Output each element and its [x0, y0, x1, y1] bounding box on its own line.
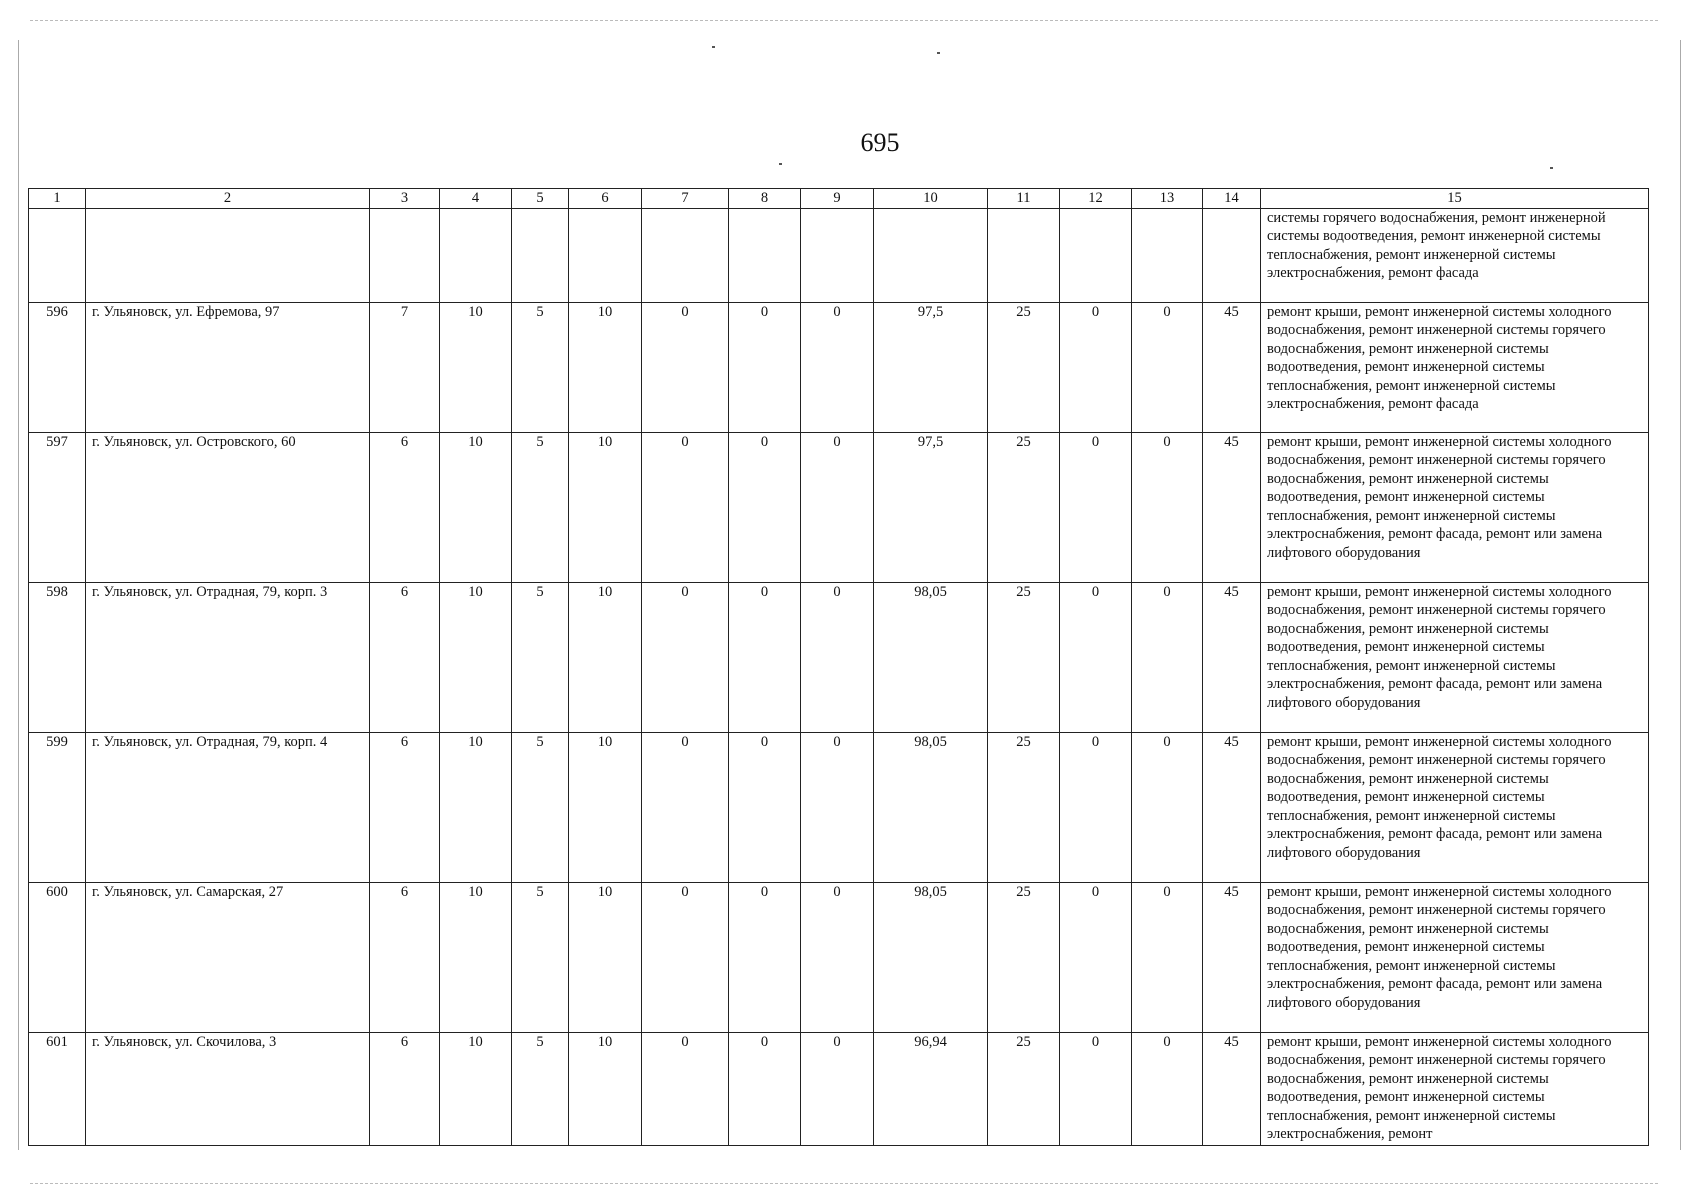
value-cell-c13: 0: [1132, 882, 1203, 1032]
value-cell-c3: 6: [370, 1032, 440, 1145]
value-cell-c5: 5: [512, 432, 569, 582]
works-cell: ремонт крыши, ремонт инженерной системы холодного водоснабжения, ремонт инженерной системы горячего водоснабжения, ремонт инженерной системы водоотведения, ремонт инженерной системы теплоснабжения, ремонт инженерной системы электроснабжения, ремонт фасада, ремонт или замена лифтового оборудования: [1261, 732, 1649, 882]
works-cell: ремонт крыши, ремонт инженерной системы холодного водоснабжения, ремонт инженерной системы горячего водоснабжения, ремонт инженерной системы водоотведения, ремонт инженерной системы теплоснабжения, ремонт инженерной системы электроснабжения, ремонт: [1261, 1032, 1649, 1145]
row-number-cell: 598: [29, 582, 86, 732]
value-cell-c10: 98,05: [874, 732, 988, 882]
value-cell-c10: 98,05: [874, 882, 988, 1032]
value-cell-c7: 0: [642, 432, 729, 582]
value-cell-c5: 5: [512, 582, 569, 732]
address-cell: г. Ульяновск, ул. Самарская, 27: [86, 882, 370, 1032]
works-cell: ремонт крыши, ремонт инженерной системы холодного водоснабжения, ремонт инженерной системы горячего водоснабжения, ремонт инженерной системы водоотведения, ремонт инженерной системы теплоснабжения, ремонт инженерной системы электроснабжения, ремонт фасада, ремонт или замена лифтового оборудования: [1261, 882, 1649, 1032]
value-cell-c4: 10: [440, 732, 512, 882]
table-rows: [29, 302, 1649, 1145]
column-number-header: [29, 189, 1649, 209]
row-number-cell: 600: [29, 882, 86, 1032]
value-cell-c6: 10: [569, 302, 642, 432]
column-header: 12: [1060, 189, 1132, 209]
value-cell-c10: 98,05: [874, 582, 988, 732]
row-number-cell: 596: [29, 302, 86, 432]
column-header: 13: [1132, 189, 1203, 209]
value-cell-c14: 45: [1203, 582, 1261, 732]
value-cell-c5: 5: [512, 882, 569, 1032]
column-header: 7: [642, 189, 729, 209]
scan-speck: [1550, 167, 1553, 169]
row-number-cell: 597: [29, 432, 86, 582]
value-cell-c12: 0: [1060, 582, 1132, 732]
value-cell-c8: 0: [729, 302, 801, 432]
column-header: 4: [440, 189, 512, 209]
value-cell-c14: 45: [1203, 432, 1261, 582]
value-cell-c10: 97,5: [874, 302, 988, 432]
value-cell-c6: 10: [569, 882, 642, 1032]
value-cell-c11: 25: [988, 302, 1060, 432]
table-row: [29, 432, 1649, 582]
column-header: 10: [874, 189, 988, 209]
value-cell-c10: 97,5: [874, 432, 988, 582]
column-header: 14: [1203, 189, 1261, 209]
continuation-row: [29, 208, 1649, 302]
page-number: 695: [860, 128, 900, 157]
value-cell-c12: 0: [1060, 432, 1132, 582]
value-cell-c4: 10: [440, 882, 512, 1032]
scan-speck: [937, 52, 940, 54]
value-cell-c3: 6: [370, 882, 440, 1032]
value-cell-c11: 25: [988, 732, 1060, 882]
value-cell-c5: 5: [512, 1032, 569, 1145]
column-header: 1: [29, 189, 86, 209]
value-cell-c14: 45: [1203, 882, 1261, 1032]
value-cell-c11: 25: [988, 582, 1060, 732]
value-cell-c13: 0: [1132, 1032, 1203, 1145]
value-cell-c8: 0: [729, 882, 801, 1032]
value-cell-c7: 0: [642, 1032, 729, 1145]
value-cell-c5: 5: [512, 732, 569, 882]
scan-edge-right: [1680, 40, 1681, 1150]
value-cell-c13: 0: [1132, 582, 1203, 732]
address-cell: г. Ульяновск, ул. Отрадная, 79, корп. 3: [86, 582, 370, 732]
value-cell-c9: 0: [801, 582, 874, 732]
works-cell: ремонт крыши, ремонт инженерной системы холодного водоснабжения, ремонт инженерной системы горячего водоснабжения, ремонт инженерной системы водоотведения, ремонт инженерной системы теплоснабжения, ремонт инженерной системы электроснабжения, ремонт фасада, ремонт или замена лифтового оборудования: [1261, 432, 1649, 582]
value-cell-c6: 10: [569, 1032, 642, 1145]
value-cell-c13: 0: [1132, 432, 1203, 582]
value-cell-c9: 0: [801, 432, 874, 582]
works-cell: системы горячего водоснабжения, ремонт инженерной системы водоотведения, ремонт инженерной системы теплоснабжения, ремонт инженерной системы электроснабжения, ремонт фасада: [1261, 208, 1649, 302]
column-header: 15: [1261, 189, 1649, 209]
value-cell-c8: 0: [729, 1032, 801, 1145]
value-cell-c6: 10: [569, 732, 642, 882]
value-cell-c14: 45: [1203, 302, 1261, 432]
value-cell-c12: 0: [1060, 1032, 1132, 1145]
value-cell-c8: 0: [729, 732, 801, 882]
value-cell-c7: 0: [642, 582, 729, 732]
table-row: [29, 882, 1649, 1032]
value-cell-c12: 0: [1060, 302, 1132, 432]
value-cell-c11: 25: [988, 882, 1060, 1032]
value-cell-c8: 0: [729, 432, 801, 582]
column-header: 2: [86, 189, 370, 209]
table-row: [29, 1032, 1649, 1145]
column-header: 3: [370, 189, 440, 209]
value-cell-c12: 0: [1060, 882, 1132, 1032]
value-cell-c11: 25: [988, 1032, 1060, 1145]
scan-edge-bottom: [30, 1183, 1658, 1184]
value-cell-c13: 0: [1132, 302, 1203, 432]
address-cell: г. Ульяновск, ул. Островского, 60: [86, 432, 370, 582]
table-row: [29, 582, 1649, 732]
column-header: 5: [512, 189, 569, 209]
value-cell-c14: 45: [1203, 732, 1261, 882]
table-row: [29, 732, 1649, 882]
value-cell-c13: 0: [1132, 732, 1203, 882]
value-cell-c3: 6: [370, 432, 440, 582]
row-number-cell: 601: [29, 1032, 86, 1145]
value-cell-c3: 6: [370, 732, 440, 882]
value-cell-c3: 7: [370, 302, 440, 432]
value-cell-c6: 10: [569, 432, 642, 582]
value-cell-c6: 10: [569, 582, 642, 732]
value-cell-c3: 6: [370, 582, 440, 732]
value-cell-c12: 0: [1060, 732, 1132, 882]
value-cell-c9: 0: [801, 1032, 874, 1145]
column-header: 9: [801, 189, 874, 209]
value-cell-c4: 10: [440, 432, 512, 582]
table-row: [29, 302, 1649, 432]
value-cell-c7: 0: [642, 732, 729, 882]
value-cell-c4: 10: [440, 1032, 512, 1145]
value-cell-c11: 25: [988, 432, 1060, 582]
scan-edge-top: [30, 20, 1658, 21]
value-cell-c7: 0: [642, 882, 729, 1032]
value-cell-c10: 96,94: [874, 1032, 988, 1145]
value-cell-c5: 5: [512, 302, 569, 432]
row-number-cell: 599: [29, 732, 86, 882]
column-header: 6: [569, 189, 642, 209]
value-cell-c4: 10: [440, 582, 512, 732]
scan-speck: [779, 163, 782, 165]
column-header: 11: [988, 189, 1060, 209]
value-cell-c9: 0: [801, 732, 874, 882]
value-cell-c9: 0: [801, 882, 874, 1032]
address-cell: г. Ульяновск, ул. Ефремова, 97: [86, 302, 370, 432]
scan-edge-left: [18, 40, 19, 1150]
works-cell: ремонт крыши, ремонт инженерной системы холодного водоснабжения, ремонт инженерной системы горячего водоснабжения, ремонт инженерной системы водоотведения, ремонт инженерной системы теплоснабжения, ремонт инженерной системы электроснабжения, ремонт фасада, ремонт или замена лифтового оборудования: [1261, 582, 1649, 732]
value-cell-c9: 0: [801, 302, 874, 432]
scan-speck: [712, 46, 715, 48]
address-cell: г. Ульяновск, ул. Скочилова, 3: [86, 1032, 370, 1145]
value-cell-c14: 45: [1203, 1032, 1261, 1145]
value-cell-c8: 0: [729, 582, 801, 732]
value-cell-c4: 10: [440, 302, 512, 432]
works-cell: ремонт крыши, ремонт инженерной системы холодного водоснабжения, ремонт инженерной системы горячего водоснабжения, ремонт инженерной системы водоотведения, ремонт инженерной системы теплоснабжения, ремонт инженерной системы электроснабжения, ремонт фасада: [1261, 302, 1649, 432]
address-cell: г. Ульяновск, ул. Отрадная, 79, корп. 4: [86, 732, 370, 882]
value-cell-c7: 0: [642, 302, 729, 432]
column-header: 8: [729, 189, 801, 209]
register-table: [28, 188, 1649, 1146]
